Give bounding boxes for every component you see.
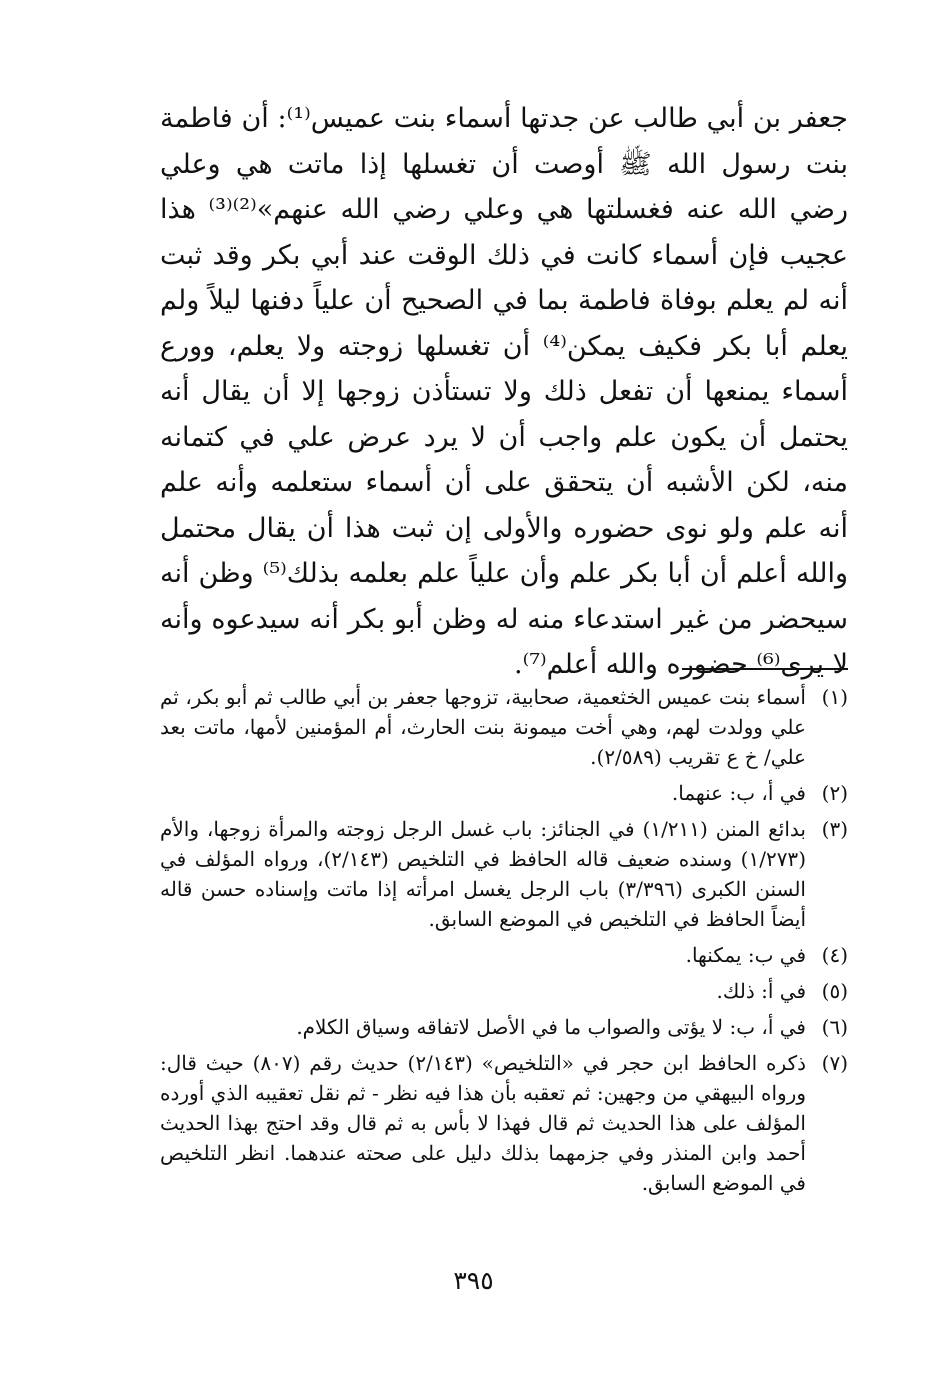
footnote-text: في أ: ذلك. [716, 979, 806, 1003]
footnote-text: في أ، ب: عنهما. [671, 781, 806, 805]
footnote-text: بدائع المنن (١/٢١١) في الجنائز: باب غسل الرجل زوجته والمرأة زوجها، والأم (١/٢٧٣) وسنده ضعيف قاله الحافظ في التلخيص (٢/١٤٣)، ورواه المؤلف في السنن الكبرى (٣/٣٩٦) باب الرجل يغسل امرأته إذا ماتت وإسناده حسن قاله أيضاً الحافظ في التلخيص في الموضع السابق. [160, 817, 806, 931]
footnote-2 [160, 778, 848, 808]
footnote-6 [160, 1012, 848, 1042]
main-text [160, 96, 848, 688]
footnote-number: (٦) [821, 1015, 848, 1039]
footnote-number: (٧) [821, 1051, 848, 1075]
footnote-number: (٤) [821, 943, 848, 967]
footnote-5 [160, 976, 848, 1006]
footnote-7 [160, 1048, 848, 1198]
body-paragraph: جعفر بن أبي طالب عن جدتها أسماء بنت عميس⁽¹⁾: أن فاطمة بنت رسول الله ﷺ أوصت أن تغسلها إذا ماتت هي وعلي رضي الله عنه فغسلتها هي وعلي رضي الله عنهم»⁽²⁾⁽³⁾ هذا عجيب فإن أسماء كانت في ذلك الوقت عند أبي بكر وقد ثبت أنه لم يعلم بوفاة فاطمة بما في الصحيح أن علياً دفنها ليلاً ولم يعلم أبا بكر فكيف يمكن⁽⁴⁾ أن تغسلها زوجته ولا يعلم، وورع أسماء يمنعها أن تفعل ذلك ولا تستأذن زوجها إلا أن يقال أنه يحتمل أن يكون علم واجب أن لا يرد عرض علي في كتمانه منه، لكن الأشبه أن يتحقق على أن أسماء ستعلمه وأنه علم أنه علم ولو نوى حضوره والأولى إن ثبت هذا أن يقال محتمل والله أعلم أن أبا بكر علم وأن علياً علم بعلمه بذلك⁽⁵⁾ وظن أنه سيحضر من غير استدعاء منه له وظن أبو بكر أنه سيدعوه وأنه لا يرى⁽⁶⁾ حضوره والله أعلم⁽⁷⁾. [160, 103, 848, 680]
footnote-4 [160, 940, 848, 970]
footnote-3 [160, 814, 848, 934]
footnote-text: ذكره الحافظ ابن حجر في «التلخيص» (٢/١٤٣) حديث رقم (٨٠٧) حيث قال: ورواه البيهقي من وجهين: ثم تعقبه بأن هذا فيه نظر - ثم نقل تعقيبه الذي أورده المؤلف على هذا الحديث ثم قال فهذا لا بأس به ثم قال وقد احتج بهذا الحديث أحمد وابن المنذر وفي جزمهما بذلك دليل على صحته عندهما. انظر التلخيص في الموضع السابق. [160, 1051, 807, 1195]
footnote-number: (٣) [821, 817, 848, 841]
footnote-separator [682, 668, 848, 670]
footnote-text: في أ، ب: لا يؤتى والصواب ما في الأصل لاتفاقه وسياق الكلام. [296, 1015, 806, 1039]
footnote-text: في ب: يمكنها. [685, 943, 806, 967]
page-number: ٣٩٥ [453, 1266, 494, 1295]
footnote-number: (٥) [821, 979, 848, 1003]
footnote-number: (١) [821, 685, 848, 709]
footnotes [160, 682, 848, 1204]
footnote-text: أسماء بنت عميس الخثعمية، صحابية، تزوجها جعفر بن أبي طالب ثم أبو بكر، ثم علي وولدت لهم، وهي أخت ميمونة بنت الحارث، أم المؤمنين لأمها، ماتت بعد علي/ خ ع تقريب (٢/٥٨٩). [160, 685, 806, 769]
footnote-number: (٢) [821, 781, 848, 805]
footnote-1 [160, 682, 848, 772]
